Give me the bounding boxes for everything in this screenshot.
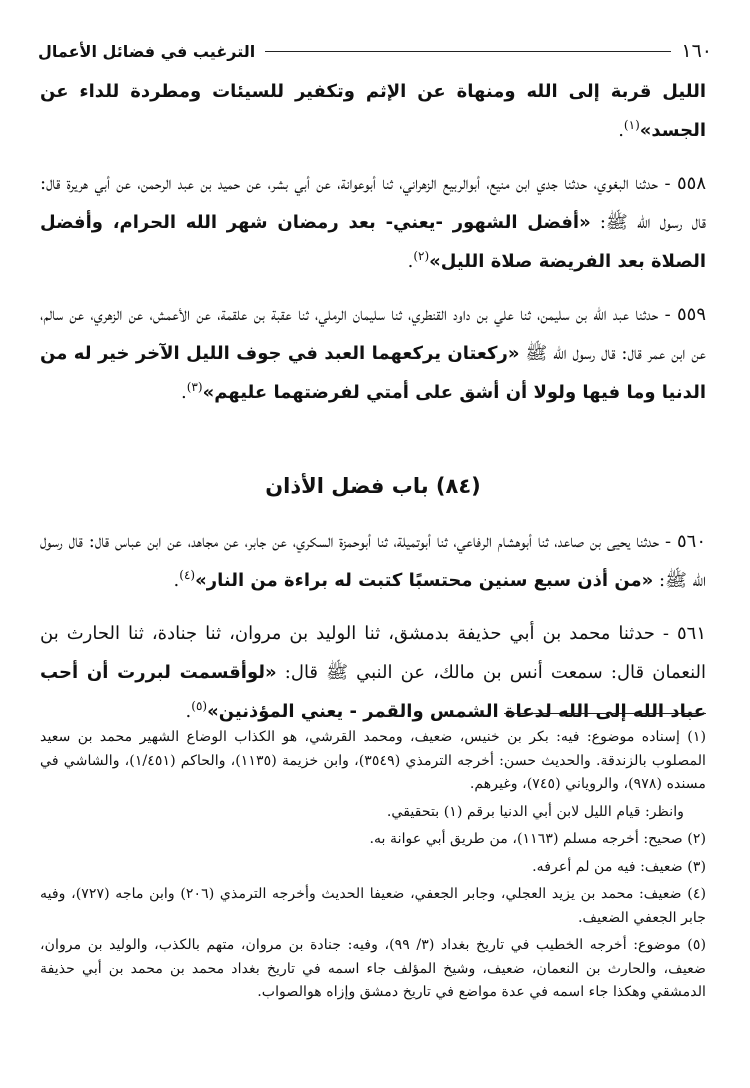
- hadith-text: «من أذن سبع سنين محتسبًا كتبت له براءة من النار»: [195, 570, 654, 591]
- paragraph-continuation: الليل قربة إلى الله ومنهاة عن الإثم وتكفير للسيئات ومطردة للداء عن الجسد»$^{(١)}$.: [40, 81, 706, 141]
- main-text: [40, 72, 706, 731]
- isnad-text: ٥٥٩ - حدثنا عبد الله بن سليمن، ثنا علي بن داود القنطري، ثنا سليمان الرملي، ثنا عقبة بن علقمة، عن الأعمش، عن الزهري، عن سالم، عن ابن عمر قال: قال رسول الله ﷺ: [40, 304, 707, 364]
- footnote-ref: (٥): [191, 699, 208, 713]
- page-number: ١٦٠: [681, 40, 712, 62]
- footnote-ref: (٤): [179, 568, 196, 582]
- header-rule: [265, 51, 671, 52]
- footnote-ref: (٢): [413, 249, 430, 263]
- footnote-5: (٥) موضوع: أخرجه الخطيب في تاريخ بغداد (٣/ ٩٩)، وفيه: جنادة بن مروان، متهم بالكذب، والوليد بن مروان، ضعيف، والحارث بن النعمان، ضعيف، وشيخ المؤلف جاء اسمه في تاريخ بغداد محمد بن محمد بن أبي حذيفة الدمشقي وهكذا جاء اسمه في عدة مواضع في تاريخ دمشق وإزاه هوالصواب.: [40, 937, 707, 1000]
- isnad-text: ٥٦١ - حدثنا محمد بن أبي حذيفة بدمشق، ثنا الوليد بن مروان، ثنا جنادة، ثنا الحارث بن النعمان قال: سمعت أنس بن مالك، عن النبي ﷺ قال:: [40, 623, 706, 683]
- hadith-561: ٥٦١ - حدثنا محمد بن أبي حذيفة بدمشق، ثنا الوليد بن مروان، ثنا جنادة، ثنا الحارث بن النعمان قال: سمعت أنس بن مالك، عن النبي ﷺ قال: «لوأقسمت لبررت أن أحب عباد الله إلى الله لدعاة الشمس والقمر - يعني المؤذنين»$^{(٥)}$.: [40, 623, 706, 722]
- footnote-4: (٤) ضعيف: محمد بن يزيد العجلي، وجابر الجعفي، ضعيفا الحديث وأخرجه الترمذي (٢٠٦) وابن ماجه (٧٢٧)، وفيه جابر الجعفي الضعيف.: [40, 886, 706, 926]
- hadith-text: «أفضل الشهور -يعني- بعد رمضان شهر الله الحرام، وأفضل الصلاة بعد الفريضة صلاة الليل»: [40, 212, 706, 272]
- footnotes: [40, 726, 706, 1009]
- hadith-558: ٥٥٨ - حدثنا البغوي، حدثنا جدي ابن منيع، أبوالربيع الزهراني، ثنا أبوعوانة، عن أبي بشر، عن حميد بن عبد الرحمن، عن أبي هريرة قال: قال رسول الله ﷺ: «أفضل الشهور -يعني- بعد رمضان شهر الله الحرام، وأفضل الصلاة بعد الفريضة صلاة الليل»$^{(٢)}$.: [40, 173, 706, 272]
- footnote-ref: (٣): [186, 380, 203, 394]
- footnote-1-continued: وانظر: قيام الليل لابن أبي الدنيا برقم (١) بتحقيقي.: [386, 803, 684, 820]
- hadith-text: الليل قربة إلى الله ومنهاة عن الإثم وتكفير للسيئات ومطردة للداء عن الجسد»: [40, 81, 706, 141]
- page-header: [38, 38, 712, 64]
- isnad-text: ٥٦٠ - حدثنا يحيى بن صاعد، ثنا أبوهشام الرفاعي، ثنا أبوتميلة، ثنا أبوحمزة السكري، عن جابر، عن مجاهد، عن ابن عباس قال: قال رسول الله ﷺ:: [40, 531, 706, 591]
- section-title: (٨٤) باب فضل الأذان: [265, 474, 481, 498]
- footnote-2: (٢) صحيح: أخرجه مسلم (١١٦٣)، من طريق أبي عوانة به.: [369, 831, 706, 847]
- running-title: الترغيب في فضائل الأعمال: [38, 41, 256, 61]
- hadith-560: ٥٦٠ - حدثنا يحيى بن صاعد، ثنا أبوهشام الرفاعي، ثنا أبوتميلة، ثنا أبوحمزة السكري، عن جابر، عن مجاهد، عن ابن عباس قال: قال رسول الله ﷺ: «من أذن سبع سنين محتسبًا كتبت له براءة من النار»$^{(٤)}$.: [40, 531, 706, 591]
- hadith-559: ٥٥٩ - حدثنا عبد الله بن سليمن، ثنا علي بن داود القنطري، ثنا سليمان الرملي، ثنا عقبة بن علقمة، عن الأعمش، عن الزهري، عن سالم، عن ابن عمر قال: قال رسول الله ﷺ «ركعتان يركعهما العبد في جوف الليل الآخر خير له من الدنيا وما فيها ولولا أن أشق على أمتي لفرضتهما عليهم»$^{(٣)}$.: [40, 304, 707, 403]
- footnote-rule: [504, 713, 706, 714]
- hadith-text: «ركعتان يركعهما العبد في جوف الليل الآخر خير له من الدنيا وما فيها ولولا أن أشق على أمتي لفرضتهما عليهم»: [40, 343, 706, 403]
- footnote-ref: (١): [623, 118, 640, 132]
- footnote-1: (١) إسناده موضوع: فيه: بكر بن خنيس، ضعيف، ومحمد القرشي، هو الكذاب الوضاع الشهير محمد بن سعيد المصلوب بالزندقة. والحديث حسن: أخرجه الترمذي (٣٥٤٩)، وابن خزيمة (١١٣٥)، والحاكم (١/٤٥١)، والشاشي في مسنده (٩٧٨)، والروياني (٧٤٥)، وغيرهم.: [40, 729, 707, 792]
- hadith-text: «لوأقسمت لبررت أن أحب عباد الله إلى الله لدعاة الشمس والقمر - يعني المؤذنين»: [40, 662, 706, 722]
- footnote-3: (٣) ضعيف: فيه من لم أعرفه.: [532, 858, 706, 875]
- isnad-text: ٥٥٨ - حدثنا البغوي، حدثنا جدي ابن منيع، أبوالربيع الزهراني، ثنا أبوعوانة، عن أبي بشر، عن حميد بن عبد الرحمن، عن أبي هريرة قال: قال رسول الله ﷺ:: [40, 173, 706, 233]
